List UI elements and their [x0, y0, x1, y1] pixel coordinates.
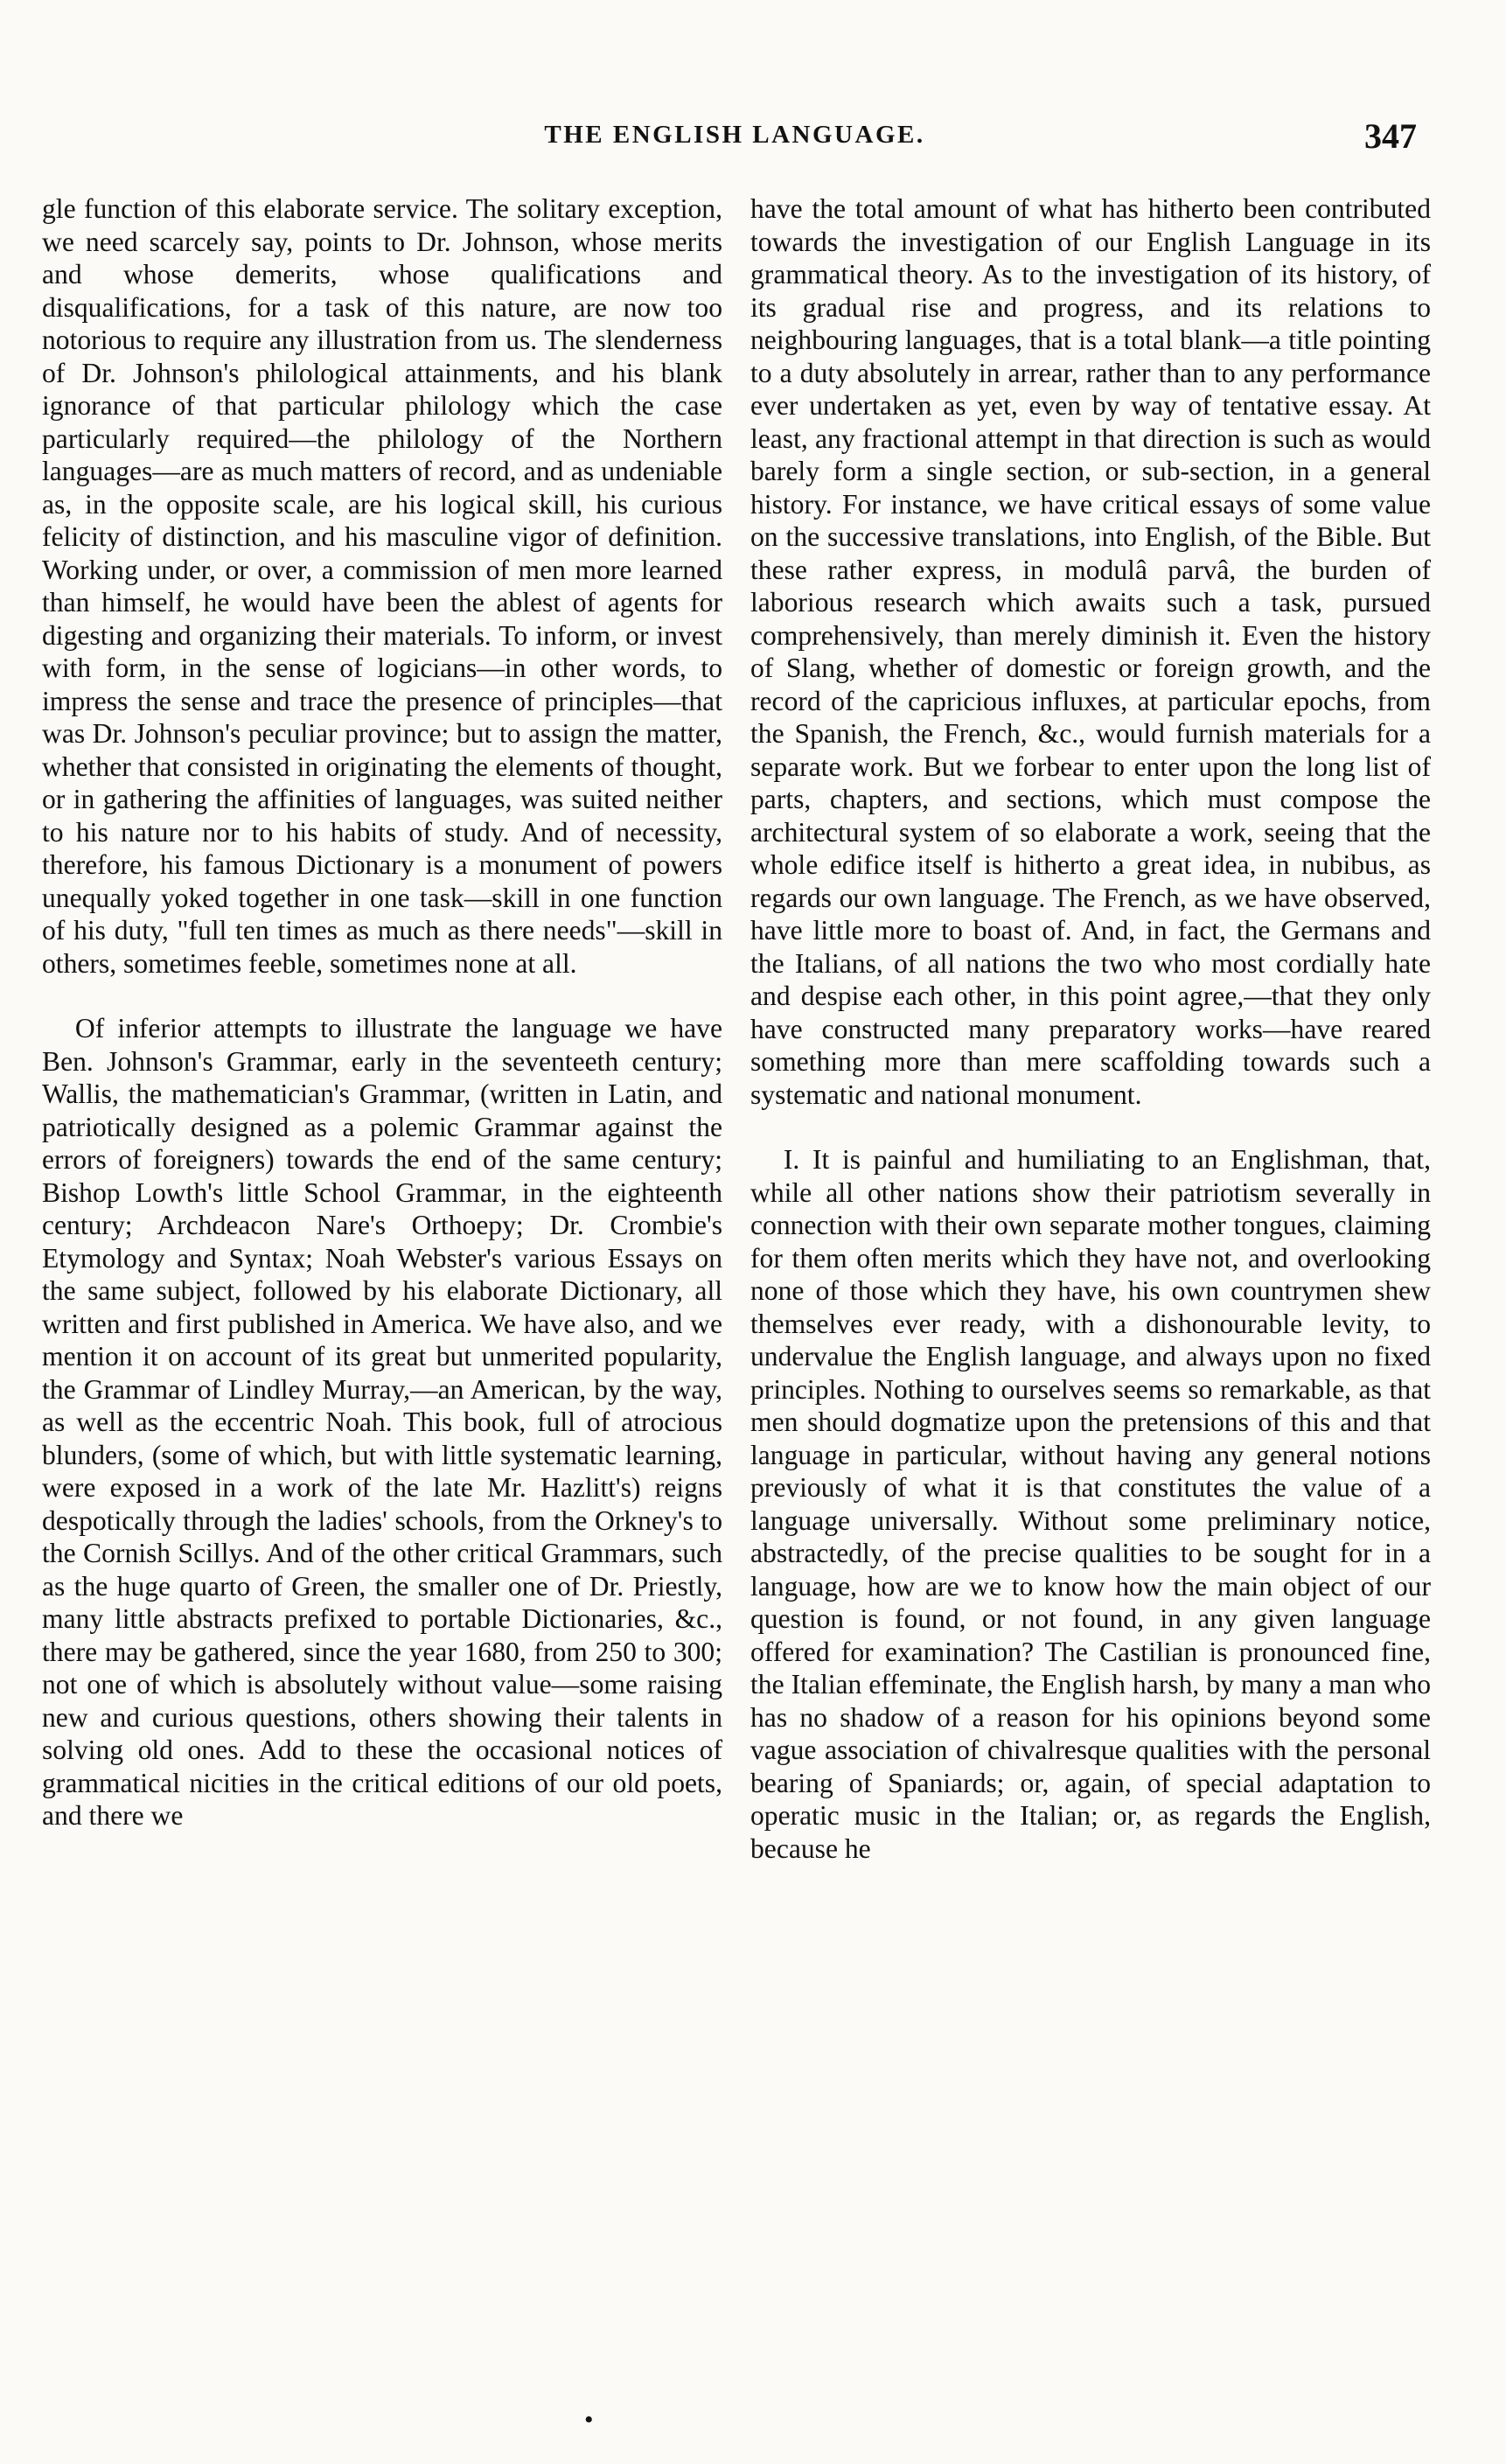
paragraph: Of inferior attempts to illustrate the language we have Ben. Johnson's Grammar, early in the seventeeth century; Wallis, the mathematician's Grammar, (written in Latin, and patriotically designed as a polemic Grammar against the errors of foreigners) towards the end of the same century; Bishop Lowth's little School Grammar, in the eighteenth century; Archdeacon Nare's Orthoepy; Dr. Crombie's Etymology and Syntax; Noah Webster's various Essays on the same subject, followed by his elaborate Dictionary, all written and first published in America. We have also, and we mention it on account of its great but unmerited popularity, the Grammar of Lindley Murray,—an American, by the way, as well as the eccentric Noah. This book, full of atrocious blunders, (some of which, but with little systematic learning, were exposed in a work of the late Mr. Hazlitt's) reigns despotically through the ladies' schools, from the Orkney's to the Cornish Scillys. And of the other critical Grammars, such as the huge quarto of Green, the smaller one of Dr. Priestly, many little abstracts prefixed to portable Dictionaries, &c., there may be gathered, since the year 1680, from 250 to 300; not one of which is absolutely without value—some raising new and curious questions, others showing their talents in solving old ones. Add to these the occasional notices of grammatical nicities in the critical editions of our old poets, and there we [42, 1013, 722, 1831]
footer-mark: • [584, 2405, 594, 2434]
left-column [42, 192, 722, 1865]
paragraph: gle function of this elaborate service. The solitary exception, we need scarcely say, points to Dr. Johnson, whose merits and whose demerits, whose qualifications and disqualifications, for a task of this nature, are now too notorious to require any illustration from us. The slenderness of Dr. Johnson's philological attainments, and his blank ignorance of that particular philology which the case particularly required—the philology of the Northern languages—are as much matters of record, and as undeniable as, in the opposite scale, are his logical skill, his curious felicity of distinction, and his masculine vigor of definition. Working under, or over, a commission of men more learned than himself, he would have been the ablest of agents for digesting and organizing their materials. To inform, or invest with form, in the sense of logicians—in other words, to impress the sense and trace the presence of principles—that was Dr. Johnson's peculiar province; but to assign the matter, whether that consisted in originating the elements of thought, or in gathering the affinities of languages, was suited neither to his nature nor to his habits of study. And of necessity, therefore, his famous Dictionary is a monument of powers unequally yoked together in one task—skill in one function of his duty, "full ten times as much as there needs"—skill in others, sometimes feeble, sometimes none at all. [42, 193, 722, 979]
page-header [52, 116, 1417, 164]
page-number: 347 [1364, 116, 1417, 156]
paragraph: I. It is painful and humiliating to an Englishman, that, while all other nations show their patriotism severally in connection with their own separate mother tongues, claiming for them often merits which they have not, and overlooking none of those which they have, his own countrymen shew themselves ever ready, with a dishonourable levity, to undervalue the English language, and always upon no fixed principles. Nothing to ourselves seems so remarkable, as that men should dogmatize upon the pretensions of this and that language in particular, without having any general notions previously of what it is that constitutes the value of a language universally. Without some preliminary notice, abstractedly, of the precise qualities to be sought for in a language, how are we to know how the main object of our question is found, or not found, in any given language offered for examination? The Castilian is pronounced fine, the Italian effeminate, the English harsh, by many a man who has no shadow of a reason for his opinions beyond some vague association of chivalresque qualities with the personal bearing of Spaniards; or, again, of special adaptation to operatic music in the Italian; or, as regards the English, because he [750, 1144, 1431, 1864]
running-title: THE ENGLISH LANGUAGE. [544, 121, 925, 149]
paragraph: have the total amount of what has hitherto been contributed towards the investigation of our English Language in its grammatical theory. As to the investigation of its history, of its gradual rise and progress, and its relations to neighbouring languages, that is a total blank—a title pointing to a duty absolutely in arrear, rather than to any performance ever undertaken as yet, even by way of tentative essay. At least, any fractional attempt in that direction is such as would barely form a single section, or sub-section, in a general history. For instance, we have critical essays of some value on the successive translations, into English, of the Bible. But these rather express, in modulâ parvâ, the burden of laborious research which awaits such a task, pursued comprehensively, than merely diminish it. Even the history of Slang, whether of domestic or foreign growth, and the record of the capricious influxes, at particular epochs, from the Spanish, the French, &c., would furnish materials for a separate work. But we forbear to enter upon the long list of parts, chapters, and sections, which must compose the architectural system of so elaborate a work, seeing that the whole edifice itself is hitherto a great idea, in nubibus, as regards our own language. The French, as we have observed, have little more to boast of. And, in fact, the Germans and the Italians, of all nations the two who most cordially hate and despise each other, in this point agree,—that they only have constructed many preparatory works—have reared something more than mere scaffolding towards such a systematic and national monument. [750, 193, 1431, 1110]
right-column [750, 192, 1431, 1897]
